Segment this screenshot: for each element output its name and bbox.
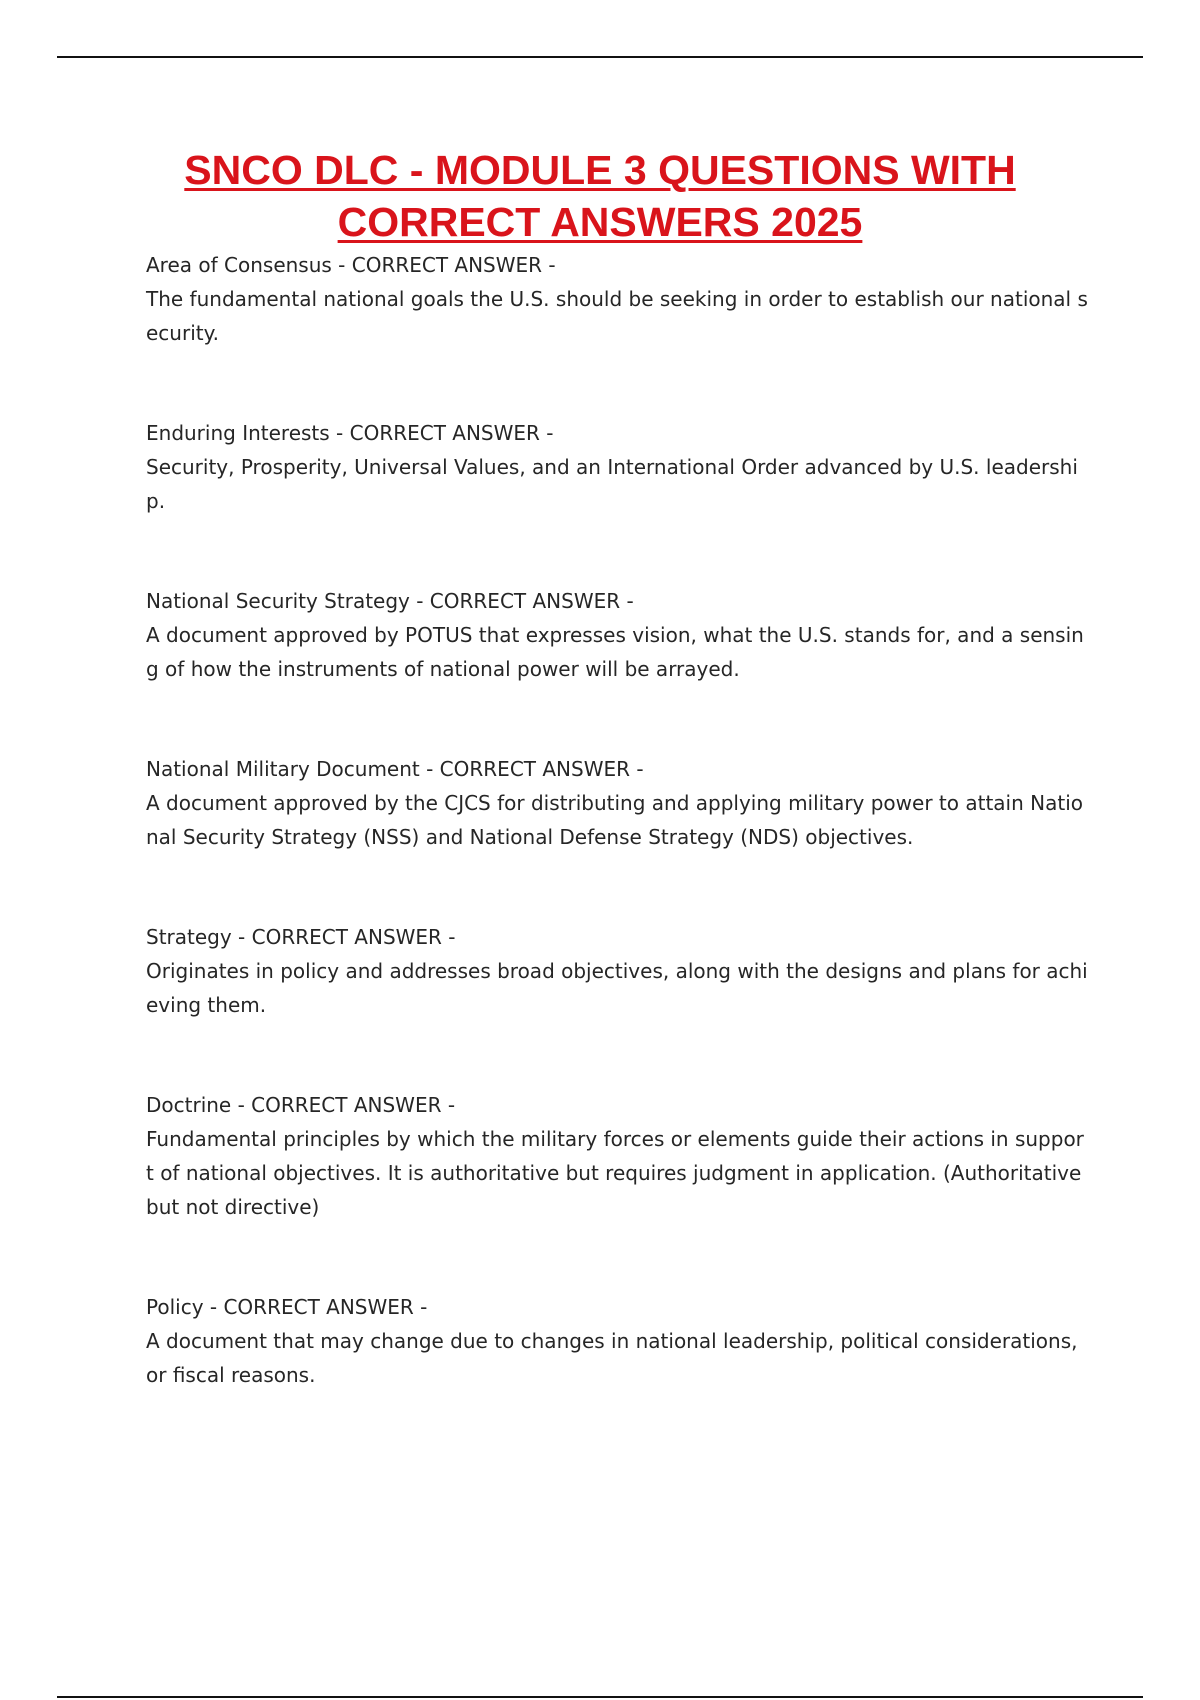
qa-answer: Fundamental principles by which the military forces or elements guide their actions in support of national objectives. It is authoritative but requires judgment in application. (Authoritative but not directive) xyxy=(146,1127,1084,1219)
qa-item xyxy=(146,752,1091,854)
qa-answer: The fundamental national goals the U.S. should be seeking in order to establish our national security. xyxy=(146,287,1088,345)
qa-item xyxy=(146,920,1091,1022)
qa-item xyxy=(146,1088,1091,1224)
qa-term: Doctrine - CORRECT ANSWER - xyxy=(146,1093,456,1117)
qa-list xyxy=(146,248,1091,1458)
qa-term: National Military Document - CORRECT ANSWER - xyxy=(146,757,644,781)
qa-term: National Security Strategy - CORRECT ANSWER - xyxy=(146,589,634,613)
qa-item xyxy=(146,1290,1091,1392)
qa-answer: A document approved by POTUS that expresses vision, what the U.S. stands for, and a sensing of how the instruments of national power will be arrayed. xyxy=(146,623,1084,681)
title-line-1: SNCO DLC - MODULE 3 QUESTIONS WITH xyxy=(184,147,1016,193)
qa-term: Area of Consensus - CORRECT ANSWER - xyxy=(146,253,556,277)
qa-item xyxy=(146,584,1091,686)
qa-item xyxy=(146,248,1091,350)
qa-answer: Security, Prosperity, Universal Values, and an International Order advanced by U.S. leadership. xyxy=(146,455,1078,513)
qa-term: Enduring Interests - CORRECT ANSWER - xyxy=(146,421,554,445)
qa-term: Policy - CORRECT ANSWER - xyxy=(146,1295,428,1319)
qa-answer: Originates in policy and addresses broad objectives, along with the designs and plans for achieving them. xyxy=(146,959,1088,1017)
qa-term: Strategy - CORRECT ANSWER - xyxy=(146,925,456,949)
qa-answer: A document approved by the CJCS for distributing and applying military power to attain National Security Strategy (NSS) and National Defense Strategy (NDS) objectives. xyxy=(146,791,1083,849)
top-divider xyxy=(57,56,1143,58)
document-title xyxy=(80,144,1120,248)
bottom-divider xyxy=(57,1696,1143,1698)
title-line-2: CORRECT ANSWERS 2025 xyxy=(337,199,863,245)
qa-answer: A document that may change due to changes in national leadership, political considerations, or fiscal reasons. xyxy=(146,1329,1078,1387)
qa-item xyxy=(146,416,1091,518)
